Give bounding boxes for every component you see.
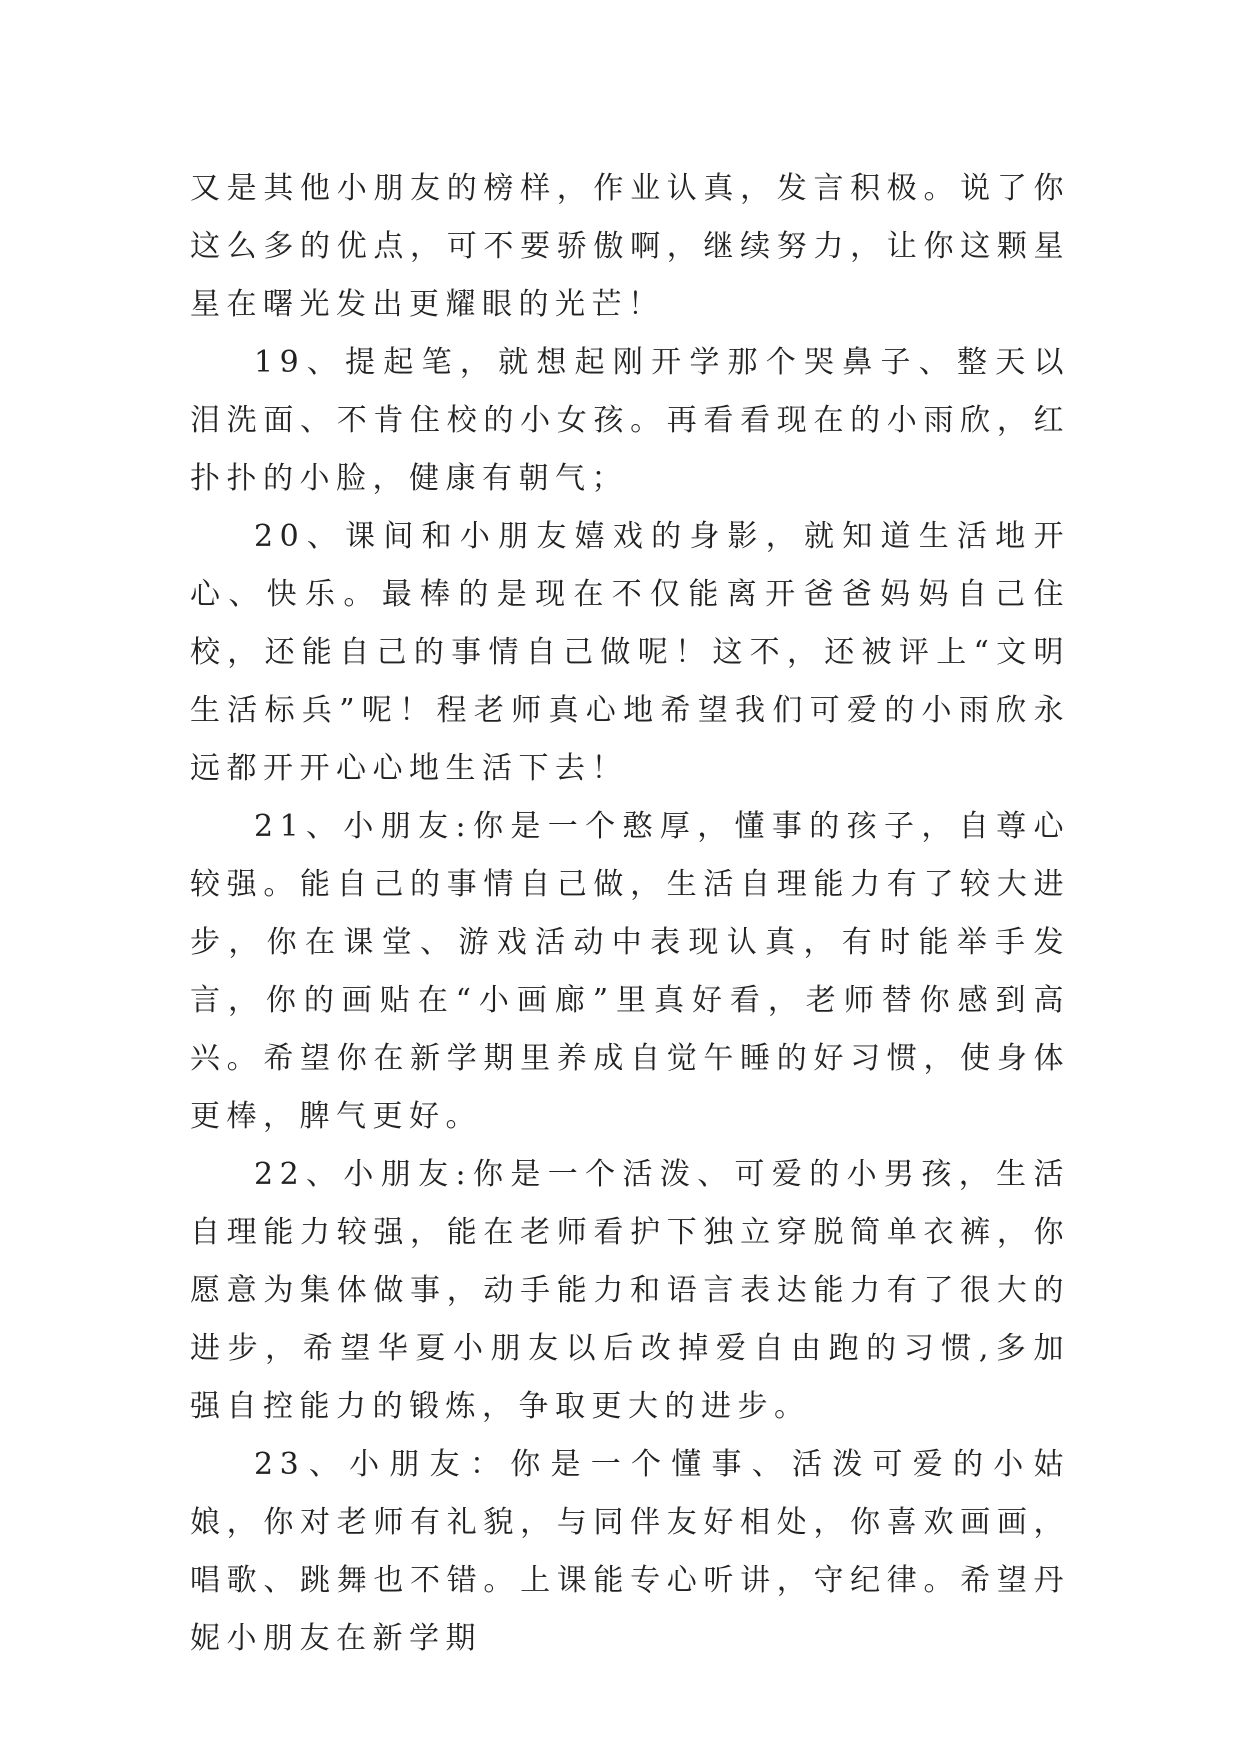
paragraph-item-21: 21、小朋友:你是一个憨厚，懂事的孩子，自尊心较强。能自己的事情自己做，生活自理能力有了较大进步，你在课堂、游戏活动中表现认真，有时能举手发言，你的画贴在“小画廊”里真好看，老师替你感到高兴。希望你在新学期里养成自觉午睡的好习惯，使身体更棒，脾气更好。 (190, 809, 1070, 1134)
paragraph-continuation: 又是其他小朋友的榜样，作业认真，发言积极。说了你这么多的优点，可不要骄傲啊，继续努力，让你这颗星星在曙光发出更耀眼的光芒！ (190, 171, 1070, 322)
paragraph-item-20: 20、课间和小朋友嬉戏的身影，就知道生活地开心、快乐。最棒的是现在不仅能离开爸爸妈妈自己住校，还能自己的事情自己做呢！这不，还被评上“文明生活标兵”呢！程老师真心地希望我们可爱的小雨欣永远都开开心心地生活下去！ (190, 519, 1070, 786)
document-body (190, 160, 1070, 1668)
paragraph-item-22: 22、小朋友:你是一个活泼、可爱的小男孩，生活自理能力较强，能在老师看护下独立穿脱简单衣裤，你愿意为集体做事，动手能力和语言表达能力有了很大的进步，希望华夏小朋友以后改掉爱自由跑的习惯,多加强自控能力的锻炼，争取更大的进步。 (190, 1157, 1070, 1424)
paragraph-item-19: 19、提起笔，就想起刚开学那个哭鼻子、整天以泪洗面、不肯住校的小女孩。再看看现在的小雨欣，红扑扑的小脸，健康有朝气； (190, 345, 1070, 496)
paragraph-item-23: 23、小朋友：你是一个懂事、活泼可爱的小姑娘，你对老师有礼貌，与同伴友好相处，你喜欢画画，唱歌、跳舞也不错。上课能专心听讲，守纪律。希望丹妮小朋友在新学期 (190, 1447, 1070, 1656)
